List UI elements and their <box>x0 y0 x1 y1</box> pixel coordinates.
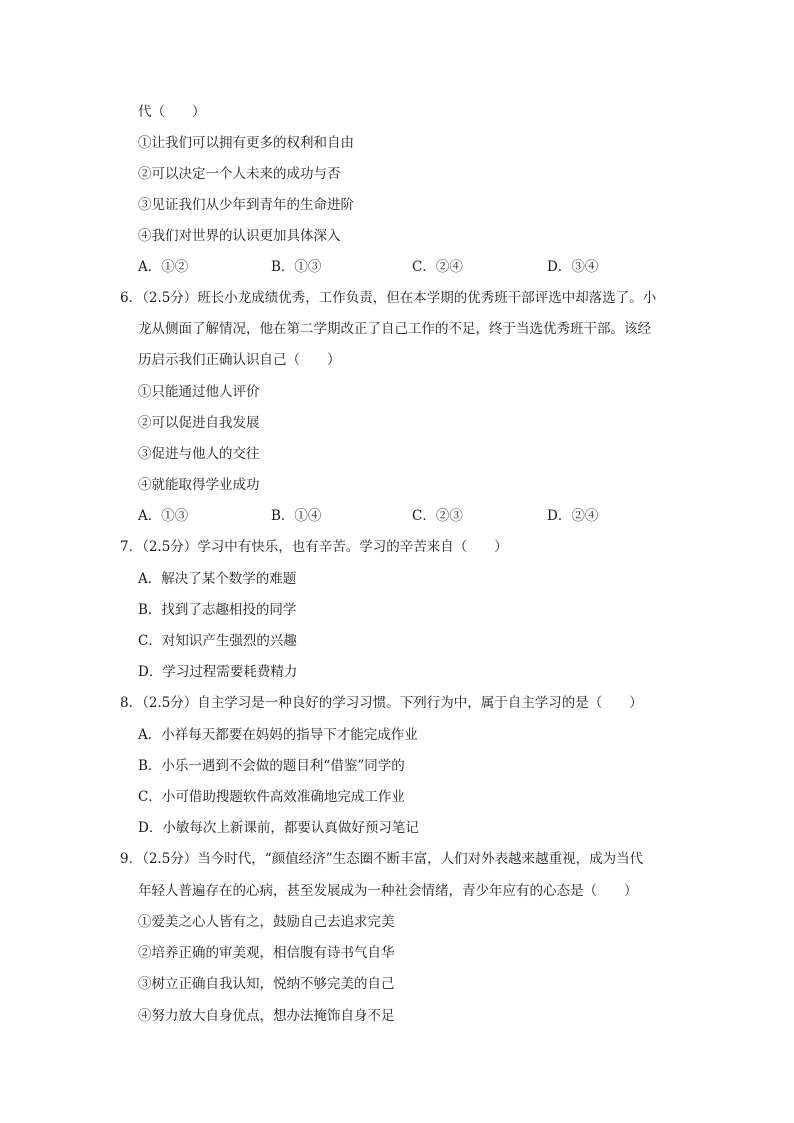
q9-stem-line-1: 9．（2.5分）当今时代，“颜值经济”生态圈不断丰富，人们对外表越来越重视，成为当代 <box>120 851 644 867</box>
q6-stem-line-1: 6．（2.5分）班长小龙成绩优秀，工作负责，但在本学期的优秀班干部评选中却落选了。小 <box>120 290 657 306</box>
q7-stem: 7．（2.5分）学习中有快乐，也有辛苦。学习的辛苦来自（ ） <box>120 539 508 555</box>
q5-option-d[interactable]: D．③④ <box>547 259 599 275</box>
q7-choice-d[interactable]: D．学习过程需要耗费精力 <box>138 664 298 680</box>
q5-statement-3: ③见证我们从少年到青年的生命进阶 <box>138 197 354 213</box>
q7-choice-c[interactable]: C．对知识产生强烈的兴趣 <box>138 633 297 649</box>
q6-option-c[interactable]: C．②③ <box>412 508 463 524</box>
q8-choice-b[interactable]: B．小乐一遇到不会做的题目利“借鉴”同学的 <box>138 758 405 774</box>
q6-statement-2: ②可以促进自我发展 <box>138 415 260 431</box>
q5-stem-tail: 代（ ） <box>138 104 206 120</box>
q6-statement-3: ③促进与他人的交往 <box>138 446 260 462</box>
q5-statement-4: ④我们对世界的认识更加具体深入 <box>138 228 341 244</box>
q6-statement-1: ①只能通过他人评价 <box>138 384 260 400</box>
q5-option-b[interactable]: B．①③ <box>271 259 322 275</box>
q6-options <box>138 507 658 525</box>
q9-statement-3: ③树立正确自我认知，悦纳不够完美的自己 <box>138 976 395 992</box>
q9-statement-1: ①爱美之心人皆有之，鼓励自己去追求完美 <box>138 914 395 930</box>
q6-option-b[interactable]: B．①④ <box>271 508 322 524</box>
q8-choice-d[interactable]: D．小敏每次上新课前，都要认真做好预习笔记 <box>138 820 419 836</box>
q6-stem-line-3: 历启示我们正确认识自己（ ） <box>138 352 341 368</box>
q6-option-a[interactable]: A．①③ <box>138 508 189 524</box>
q8-choice-a[interactable]: A．小祥每天都要在妈妈的指导下才能完成作业 <box>138 727 418 743</box>
q5-statement-1: ①让我们可以拥有更多的权利和自由 <box>138 135 354 151</box>
q5-option-a[interactable]: A．①② <box>138 259 189 275</box>
q5-option-c[interactable]: C．②④ <box>412 259 463 275</box>
q6-stem-line-2: 龙从侧面了解情况，他在第二学期改正了自己工作的不足，终于当选优秀班干部。该经 <box>138 321 651 337</box>
q7-choice-b[interactable]: B．找到了志趣相投的同学 <box>138 602 297 618</box>
q5-statement-2: ②可以决定一个人未来的成功与否 <box>138 166 341 182</box>
q9-stem-line-2: 年轻人普遍存在的心病，甚至发展成为一种社会情绪，青少年应有的心态是（ ） <box>138 883 638 899</box>
q9-statement-4: ④努力放大自身优点，想办法掩饰自身不足 <box>138 1008 395 1024</box>
q8-choice-c[interactable]: C．小可借助搜题软件高效准确地完成工作业 <box>138 789 405 805</box>
q5-options <box>138 258 658 276</box>
q6-option-d[interactable]: D．②④ <box>547 508 599 524</box>
q6-statement-4: ④就能取得学业成功 <box>138 477 260 493</box>
q7-choice-a[interactable]: A．解决了某个数学的难题 <box>138 571 297 587</box>
q8-stem: 8．（2.5分）自主学习是一种良好的学习习惯。下列行为中，属于自主学习的是（ ） <box>120 695 643 711</box>
q9-statement-2: ②培养正确的审美观，相信腹有诗书气自华 <box>138 945 395 961</box>
